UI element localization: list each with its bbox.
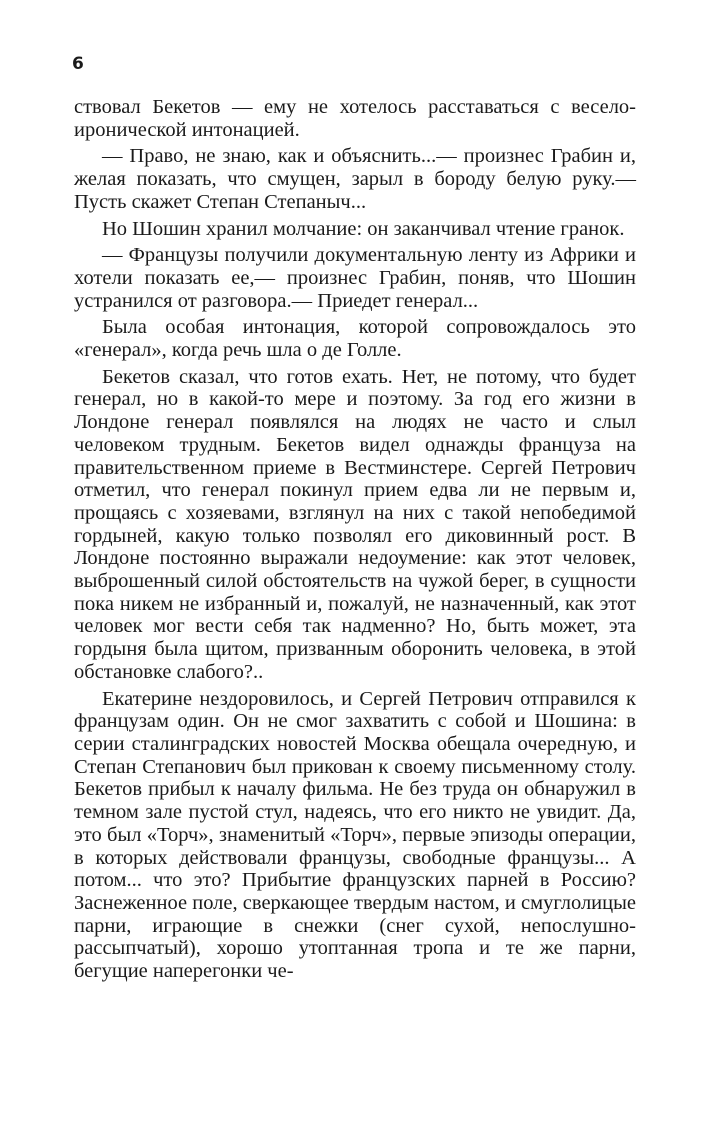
paragraph-3: Но Шошин хранил молчание: он заканчивал чтение гранок.	[102, 217, 625, 240]
paragraph-1: ствовал Бекетов — ему не хотелось расставаться с весело-иронической интонацией.	[74, 96, 636, 141]
paragraph-7: Екатерине нездоровилось, и Сергей Петрович отправился к французам один. Он не смог захватить с собой и Шошина: в серии сталинградских новостей Москва обещала очередную, и Степан Степанович был прикован к своему письменному столу. Бекетов прибыл к началу фильма. Не без труда он обнаружил в темном зале пустой стул, надеясь, что его никто не увидит. Да, это был «Торч», знаменитый «Торч», первые эпизоды операции, в которых действовали французы, свободные французы... А потом... что это? Прибытие французских парней в Россию? Заснеженное поле, сверкающее твердым настом, и смуглолицые парни, играющие в снежки (снег сухой, непослушно-рассыпчатый), хорошо утоптанная тропа и те же парни, бегущие наперегонки че-	[74, 687, 636, 983]
paragraph-2: — Право, не знаю, как и объяснить...— произнес Грабин и, желая показать, что смущен, зарыл в бороду белую руку.— Пусть скажет Степан Степаныч...	[74, 145, 636, 213]
paragraph-5: Была особая интонация, которой сопровождалось это «генерал», когда речь шла о де Голле.	[74, 316, 636, 362]
body-text	[74, 96, 636, 987]
paragraph-4: — Французы получили документальную ленту из Африки и хотели показать ее,— произнес Грабин, поняв, что Шошин устранился от разговора.— Приедет генерал...	[74, 244, 636, 312]
page-number: 6	[72, 54, 84, 74]
paragraph-6: Бекетов сказал, что готов ехать. Нет, не потому, что будет генерал, но в какой-то мере и поэтому. За год его жизни в Лондоне генерал появлялся на людях не часто и слыл человеком трудным. Бекетов видел однажды француза на правительственном приеме в Вестминстере. Сергей Петрович отметил, что генерал покинул прием едва ли не первым и, прощаясь с хозяевами, взглянул на них с такой непобедимой гордыней, какую только позволял его диковинный рост. В Лондоне постоянно выражали недоумение: как этот человек, выброшенный силой обстоятельств на чужой берег, в сущности пока никем не избранный и, пожалуй, не назначенный, как этот человек мог вести себя так надменно? Но, быть может, эта гордыня была щитом, призванным оборонить человека, в этой обстановке слабого?..	[74, 365, 636, 683]
